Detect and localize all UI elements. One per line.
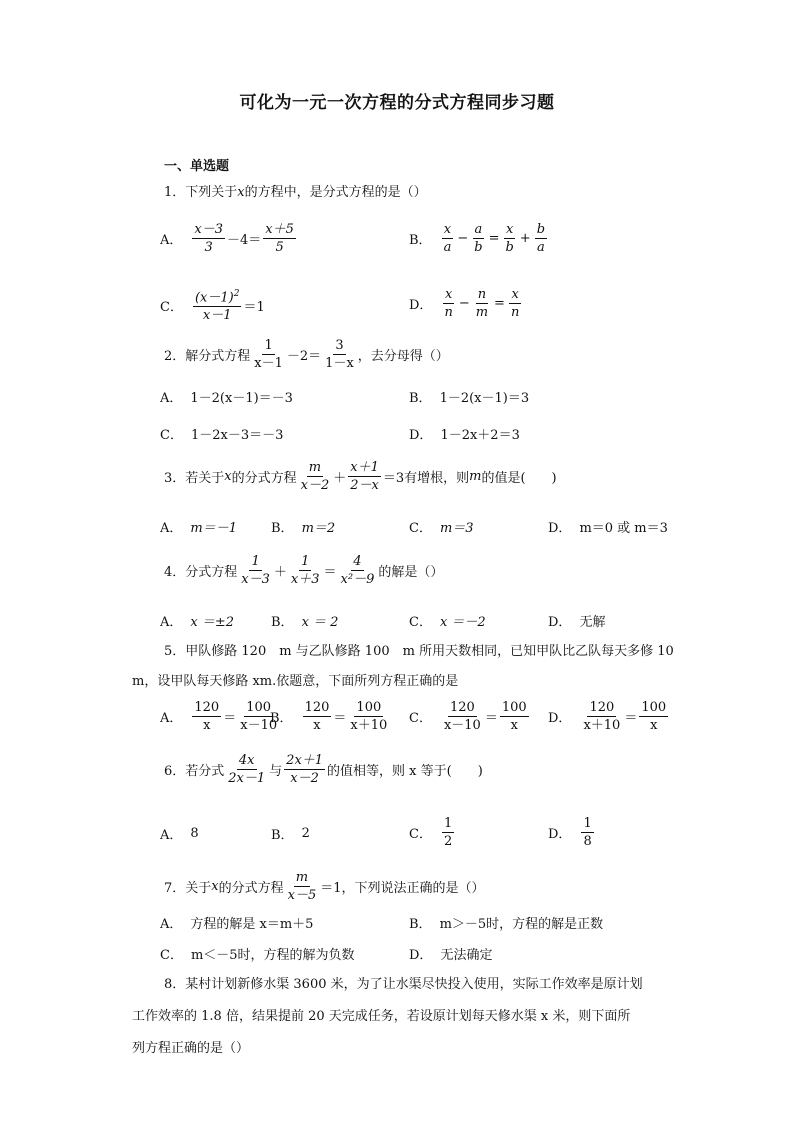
math-text: －4＝ (227, 233, 262, 248)
option-label: B． (270, 711, 293, 726)
fraction: $\frac{120}{x-10}$ (443, 700, 481, 733)
q6-stem-text: 6．若分式 (164, 764, 225, 779)
option-text: m＜－5时，方程的解为负数 (190, 948, 355, 963)
q1-stem-text: 1．下列关于 (164, 185, 238, 200)
fraction: $\frac{n}{m}$ (475, 287, 489, 320)
fraction: $\frac{120}{x}$ (194, 700, 220, 733)
math-text: ＝ (333, 711, 347, 726)
option-label: C． (409, 615, 432, 630)
q2-stem-text-2: ，去分母得（） (357, 349, 449, 364)
option-label: B． (409, 917, 432, 932)
question-8-line-1: 8．某村计划新修水渠 3600 米，为了让水渠尽快投入使用，实际工作效率是原计划 (164, 977, 643, 992)
option-text: 无法确定 (440, 948, 493, 963)
fraction: $\frac{x+1}{2-x}$ (350, 460, 379, 493)
option-text: 2 (301, 826, 310, 841)
option-label: D． (409, 948, 433, 963)
q2-option-a (160, 387, 293, 406)
fraction: $\frac{4}{\text{x²－9}}$ (340, 554, 375, 587)
option-text: 1－2(x－1)＝3 (439, 391, 530, 406)
fraction: $\frac{1}{2}$ (443, 816, 453, 849)
question-1-stem (164, 184, 427, 202)
q4-stem-text-2: 的解是（） (378, 565, 444, 580)
option-label: A． (160, 828, 183, 843)
option-text: 1－2x＋2＝3 (440, 428, 520, 443)
question-5-line-1: 5．甲队修路 120 m 与乙队修路 100 m 所用天数相同，已知甲队比乙队每天多修 10 (164, 644, 674, 659)
fraction: $\frac{2x+1}{x-2}$ (286, 753, 324, 786)
q7-option-a (160, 913, 313, 932)
q3-stem-text-4: 的值是( ) (481, 471, 557, 486)
q7-option-d (409, 944, 492, 963)
q2-option-c (160, 424, 283, 443)
fraction: $\frac{x-3}{3}$ (194, 222, 223, 255)
option-text: m＝3 (439, 521, 474, 536)
option-text: 无解 (579, 615, 606, 630)
q1-stem-text-2: 的方程中，是分式方程的是（） (244, 185, 427, 200)
option-label: A． (160, 615, 183, 630)
q3-var: x (224, 469, 232, 484)
question-3-stem (164, 459, 557, 494)
q6-option-a (160, 824, 199, 843)
fraction: $\frac{100}{x+10}$ (350, 700, 388, 733)
q5-option-b (270, 699, 391, 734)
math-text: 与 (269, 764, 283, 779)
q6-stem-text-2: 的值相等，则 x 等于( ) (327, 764, 483, 779)
question-8-line-2: 工作效率的 1.8 倍，结果提前 20 天完成任务，若设原计划每天修水渠 x 米，则下面所 (132, 1009, 631, 1024)
option-text: m＞－5时，方程的解是正数 (439, 917, 604, 932)
fraction: $\frac{x}{a}$ (443, 222, 452, 255)
q1-option-a (160, 221, 298, 256)
option-text: x ＝±2 (190, 615, 235, 630)
math-text: －2＝ (286, 349, 322, 364)
fraction: $\frac{m}{x-5}$ (287, 870, 317, 903)
option-label: C． (409, 521, 432, 536)
q7-option-c (160, 944, 355, 963)
q3-stem-text-3: ＝3有增根，则 (382, 471, 470, 486)
q1-option-d: D． $\frac{x}{n}$ − $\frac{n}{m}$ = $\frac{x}{n}$ (409, 287, 520, 320)
fraction: $\frac{x}{b}$ (505, 222, 514, 255)
fraction: $\frac{m}{x-2}$ (300, 460, 330, 493)
q3-var-2: m (469, 469, 482, 484)
option-text: 1－2(x－1)＝－3 (190, 391, 293, 406)
question-5-line-2: m，设甲队每天修路 xm.依题意，下面所列方程正确的是 (132, 674, 459, 689)
option-text: m＝0 或 m＝3 (579, 521, 668, 536)
q6-option-b (271, 824, 310, 843)
option-text: m＝2 (301, 521, 336, 536)
q4-option-a (160, 611, 234, 630)
q6-option-c (409, 815, 456, 850)
q5-option-d (548, 699, 670, 734)
fraction: $\frac{a}{b}$ (474, 222, 483, 255)
q4-stem-text: 4．分式方程 (164, 565, 238, 580)
fraction: $\frac{x}{n}$ (510, 287, 520, 320)
q4-option-b (271, 611, 338, 630)
option-text: 方程的解是 x＝m＋5 (190, 917, 314, 932)
q3-option-c (409, 517, 474, 536)
q7-stem-text: 7．关于 (164, 881, 212, 896)
q3-stem-text: 3．若关于 (164, 471, 225, 486)
option-label: A． (160, 521, 183, 536)
option-label: A． (160, 917, 183, 932)
q6-option-d (548, 815, 596, 850)
option-text: m＝－1 (190, 521, 237, 536)
q7-stem-text-2: 的分式方程 (218, 881, 284, 896)
math-text: ＋ (273, 565, 287, 580)
option-label: D． (548, 827, 572, 842)
q3-stem-text-2: 的分式方程 (231, 471, 297, 486)
option-label: B． (409, 233, 432, 248)
math-text: ＝ (223, 711, 237, 726)
option-label: D． (409, 298, 433, 313)
fraction: $\frac{120}{x+10}$ (583, 700, 621, 733)
fraction: $\frac{100}{x}$ (641, 700, 667, 733)
fraction: $\frac{x+5}{5}$ (265, 222, 294, 255)
fraction: $\frac{(x-1)^2}{x-1}$ (193, 286, 241, 324)
q3-option-a (160, 517, 237, 536)
fraction: $\frac{3}{1-x}$ (325, 338, 354, 371)
page-title: 可化为一元一次方程的分式方程同步习题 (239, 93, 555, 113)
q1-option-c (160, 286, 265, 324)
fraction: $\frac{1}{8}$ (583, 816, 592, 849)
option-text: x ＝ 2 (301, 615, 339, 630)
math-text: ＝ (484, 711, 498, 726)
option-label: A． (160, 711, 183, 726)
option-label: D． (409, 428, 433, 443)
q1-option-b: B． $\frac{x}{a}$ − $\frac{a}{b}$ = $\frac{x}{b}$ + $\frac{b}{a}$ (409, 222, 546, 255)
option-label: D． (548, 521, 572, 536)
q7-option-b (409, 913, 603, 932)
question-2-stem (164, 337, 449, 372)
q2-stem-text: 2．解分式方程 (164, 349, 251, 364)
fraction: $\frac{1}{x-1}$ (254, 338, 283, 371)
math-text: ＝ (323, 565, 337, 580)
q2-option-b (409, 387, 529, 406)
q5-option-c (409, 699, 531, 734)
section-heading: 一、单选题 (164, 159, 230, 174)
q7-stem-text-3: ＝1，下列说法正确的是（） (320, 881, 485, 896)
option-text: 8 (190, 826, 199, 841)
question-7-stem (164, 869, 485, 904)
fraction: $\frac{4x}{2x-1}$ (228, 753, 266, 786)
q7-var: x (211, 879, 219, 894)
math-text: ＝1 (243, 299, 265, 315)
question-4-stem (164, 553, 443, 588)
option-label: C． (160, 299, 183, 315)
option-text: 1－2x－3＝－3 (190, 428, 284, 443)
q3-option-d (548, 517, 668, 536)
option-label: A． (160, 391, 183, 406)
fraction: $\frac{x}{n}$ (444, 287, 453, 320)
q1-var: x (237, 185, 245, 200)
option-label: B． (271, 828, 294, 843)
option-label: C． (160, 948, 183, 963)
q4-option-c (409, 611, 486, 630)
option-label: D． (548, 711, 572, 726)
question-8-line-3: 列方程正确的是（） (132, 1041, 250, 1056)
option-text: x ＝－2 (439, 615, 486, 630)
option-label: A． (160, 233, 183, 248)
option-label: B． (271, 521, 294, 536)
q5-option-a (160, 699, 281, 734)
option-label: C． (409, 711, 432, 726)
q4-option-d (548, 611, 605, 630)
fraction: $\frac{1}{x+3}$ (290, 554, 320, 587)
option-label: D． (548, 615, 572, 630)
option-label: C． (409, 827, 432, 842)
option-label: B． (409, 391, 432, 406)
math-text: ＝ (624, 711, 638, 726)
question-6-stem (164, 752, 483, 787)
q2-option-d (409, 424, 520, 443)
q3-option-b (271, 517, 335, 536)
fraction: $\frac{100}{x}$ (501, 700, 527, 733)
fraction: $\frac{100}{x-10}$ (240, 700, 278, 733)
option-label: C． (160, 428, 183, 443)
option-label: B． (271, 615, 294, 630)
fraction: $\frac{b}{a}$ (536, 222, 546, 255)
fraction: $\frac{1}{x-3}$ (241, 554, 270, 587)
fraction: $\frac{120}{x}$ (304, 700, 330, 733)
math-text: ＋ (333, 471, 347, 486)
